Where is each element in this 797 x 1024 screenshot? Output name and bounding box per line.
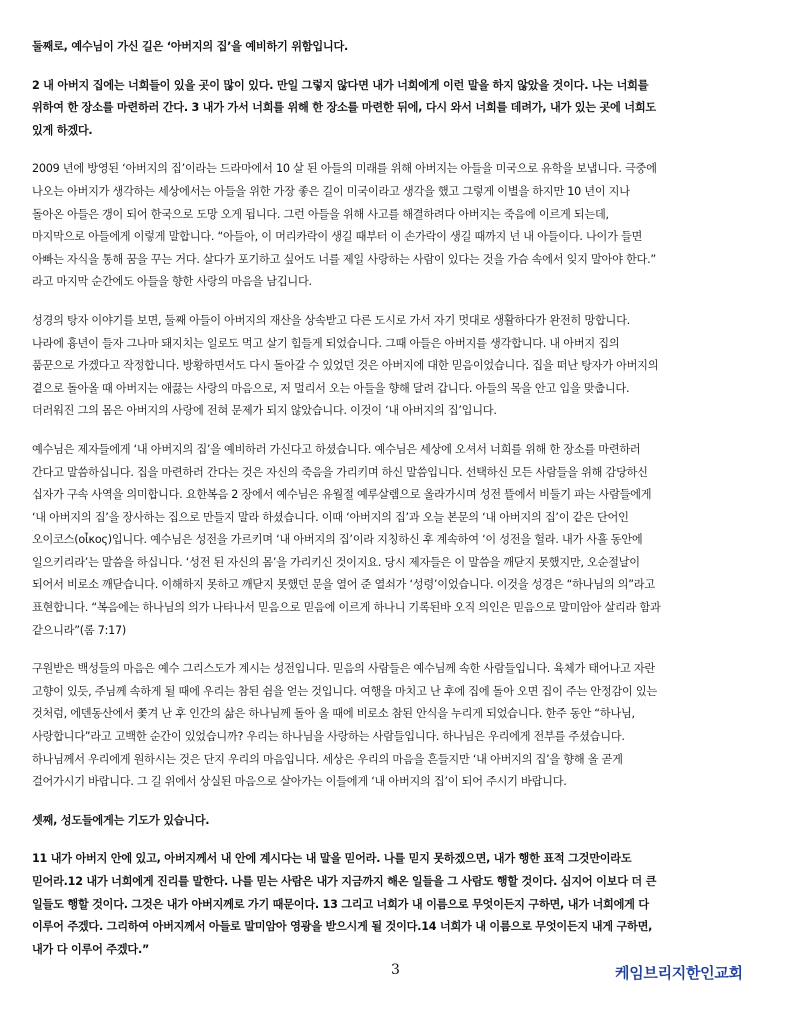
text-line: 돌아온 아들은 갱이 되어 한국으로 도망 오게 됩니다. 그런 아들을 위해 사고를 해결하려다 아버지는 죽음에 이르게 되는데,	[32, 207, 609, 221]
text-line: 오이코스(οἶκος)입니다. 예수님은 성전을 가르키며 ‘내 아버지의 집’이라 지칭하신 후 계속하여 ‘이 성전을 헐라. 내가 사흘 동안에	[32, 533, 643, 547]
page-number: 3	[391, 962, 400, 978]
church-name: 케임브리지한인교회	[615, 964, 743, 982]
scripture-paragraph	[32, 810, 760, 833]
scripture-paragraph	[32, 75, 760, 143]
scripture-paragraph	[32, 36, 760, 59]
text-line: 내가 다 이루어 주겠다.”	[32, 942, 150, 956]
text-line: 구원받은 백성들의 마음은 예수 그리스도가 계시는 성전입니다. 믿음의 사람들은 예수님께 속한 사람들입니다. 육체가 태어나고 자란	[32, 662, 655, 676]
body-paragraph	[32, 658, 760, 794]
text-line: 간다고 말씀하십니다. 집을 마련하러 간다는 것은 자신의 죽음을 가리키며 하신 말씀입니다. 선택하신 모든 사람들을 위해 감당하신	[32, 465, 648, 479]
text-line: 이루어 주겠다. 그리하여 아버지께서 아들로 말미암아 영광을 받으시게 될 것이다.14 너희가 내 이름으로 무엇이든지 내게 구하면,	[32, 920, 653, 934]
text-line: 나오는 아버지가 생각하는 세상에서는 아들을 위한 가장 좋은 길이 미국이라고 생각을 했고 그렇게 이별을 하지만 10 년이 지나	[32, 184, 630, 198]
body-paragraph	[32, 439, 760, 642]
body-paragraph	[32, 310, 760, 423]
text-line: 같으니라”(롬 7:17)	[32, 623, 126, 637]
text-line: 것처럼, 에덴동산에서 쫓겨 난 후 인간의 삶은 하나님께 돌아 올 때에 비로소 참된 안식을 누리게 되었습니다. 한주 동안 “하나님,	[32, 707, 635, 721]
text-line: 라고 마지막 순간에도 아들을 향한 사랑의 마음을 남깁니다.	[32, 275, 312, 289]
text-line: 2009 년에 방영된 ‘아버지의 집’이라는 드라마에서 10 살 된 아들의 미래를 위해 아버지는 아들을 미국으로 유학을 보냅니다. 극중에	[32, 162, 657, 176]
text-line: 예수님은 제자들에게 ‘내 아버지의 집’을 예비하러 가신다고 하셨습니다. 예수님은 세상에 오셔서 너희를 위해 한 장소를 마련하러	[32, 442, 641, 456]
text-line: 일으키리라’는 말씀을 하십니다. ‘성전 된 자신의 몸’을 가리키신 것이지요. 당시 제자들은 이 말씀을 깨닫지 못했지만, 오순절날이	[32, 555, 640, 569]
text-line: 아빠는 자식을 통해 꿈을 꾸는 거다. 살다가 포기하고 싶어도 너를 제일 사랑하는 사람이 있다는 것을 가슴 속에서 잊지 말아야 한다.”	[32, 252, 656, 266]
text-line: 마지막으로 아들에게 이렇게 말합니다. “아들아, 이 머리카락이 생길 때부터 이 손가락이 생길 때까지 넌 내 아들이다. 나이가 들면	[32, 230, 643, 244]
text-line: 성경의 탕자 이야기를 보면, 둘째 아들이 아버지의 재산을 상속받고 다른 도시로 가서 자기 멋대로 생활하다가 완전히 망합니다.	[32, 313, 630, 327]
text-line: 곁으로 돌아올 때 아버지는 애끓는 사랑의 마음으로, 저 멀리서 오는 아들을 향해 달려 갑니다. 아들의 목을 안고 입을 맞춥니다.	[32, 381, 630, 395]
text-line: 되어서 비로소 깨닫습니다. 이해하지 못하고 깨닫지 못했던 문을 열어 준 열쇠가 ‘성령’이었습니다. 이것을 성경은 “하나님의 의”라고	[32, 578, 655, 592]
text-line: 11 내가 아버지 안에 있고, 아버지께서 내 안에 계시다는 내 말을 믿어라. 나를 믿지 못하겠으면, 내가 행한 표적 그것만이라도	[32, 852, 632, 866]
text-line: 믿어라.12 내가 너희에게 진리를 말한다. 나를 믿는 사람은 내가 지금까지 해온 일들을 그 사람도 행할 것이다. 심지어 이보다 더 큰	[32, 875, 657, 888]
text-line: 십자가 구속 사역을 의미합니다. 요한복음 2 장에서 예수님은 유월절 예루살렘으로 올라가시며 성전 뜰에서 비둘기 파는 사람들에게	[32, 488, 652, 502]
text-line: 더러워진 그의 몸은 아버지의 사랑에 전혀 문제가 되지 않았습니다. 이것이 ‘내 아버지의 집’입니다.	[32, 404, 497, 418]
text-line: 둘째로, 예수님이 가신 길은 ‘아버지의 집’을 예비하기 위함입니다.	[32, 40, 349, 53]
document-body	[32, 36, 760, 977]
scripture-paragraph	[32, 848, 760, 961]
text-line: 하나님께서 우리에게 원하시는 것은 단지 우리의 마음입니다. 세상은 우리의 마음을 흔들지만 ‘내 아버지의 집’을 향해 올 곧게	[32, 752, 623, 766]
text-line: 셋째, 성도들에게는 기도가 있습니다.	[32, 813, 210, 827]
text-line: 사랑합니다”라고 고백한 순간이 있었습니까? 우리는 하나님을 사랑하는 사람들입니다. 하나님은 우리에게 전부를 주셨습니다.	[32, 730, 625, 744]
text-line: 있게 하겠다.	[32, 123, 93, 137]
text-line: 걸어가시기 바랍니다. 그 길 위에서 상실된 마음으로 살아가는 이들에게 ‘내 아버지의 집’이 되어 주시기 바랍니다.	[32, 775, 567, 789]
text-line: 표현합니다. “복음에는 하나님의 의가 나타나서 믿음으로 믿음에 이르게 하나니 기록된바 오직 의인은 믿음으로 말미암아 살리라 함과	[32, 601, 661, 615]
text-line: 2 내 아버지 집에는 너희들이 있을 곳이 많이 있다. 만일 그렇지 않다면 내가 너희에게 이런 말을 하지 않았을 것이다. 나는 너희를	[32, 78, 649, 92]
text-line: 일들도 행할 것이다. 그것은 내가 아버지께로 가기 때문이다. 13 그리고 너희가 내 이름으로 무엇이든지 구하면, 내가 너희에게 다	[32, 897, 649, 911]
text-line: ‘내 아버지의 집’을 장사하는 집으로 만들지 말라 하셨습니다. 이때 ‘아버지의 집’과 오늘 본문의 ‘내 아버지의 집’이 같은 단어인	[32, 510, 629, 524]
body-paragraph	[32, 158, 760, 294]
text-line: 위하여 한 장소를 마련하러 간다. 3 내가 가서 너희를 위해 한 장소를 마련한 뒤에, 다시 와서 너희를 데려가, 내가 있는 곳에 너희도	[32, 101, 656, 115]
text-line: 품꾼으로 가겠다고 작정합니다. 방황하면서도 다시 돌아갈 수 있었던 것은 아버지에 대한 믿음이었습니다. 집을 떠난 탕자가 아버지의	[32, 359, 659, 373]
text-line: 나라에 흉년이 들자 그나마 돼지치는 일로도 먹고 살기 힘들게 되었습니다. 그때 아들은 아버지를 생각합니다. 내 아버지 집의	[32, 336, 620, 350]
text-line: 고향이 있듯, 주님께 속하게 될 때에 우리는 참된 쉼을 얻는 것입니다. 여행을 마치고 난 후에 집에 돌아 오면 집이 주는 안정감이 있는	[32, 684, 658, 698]
